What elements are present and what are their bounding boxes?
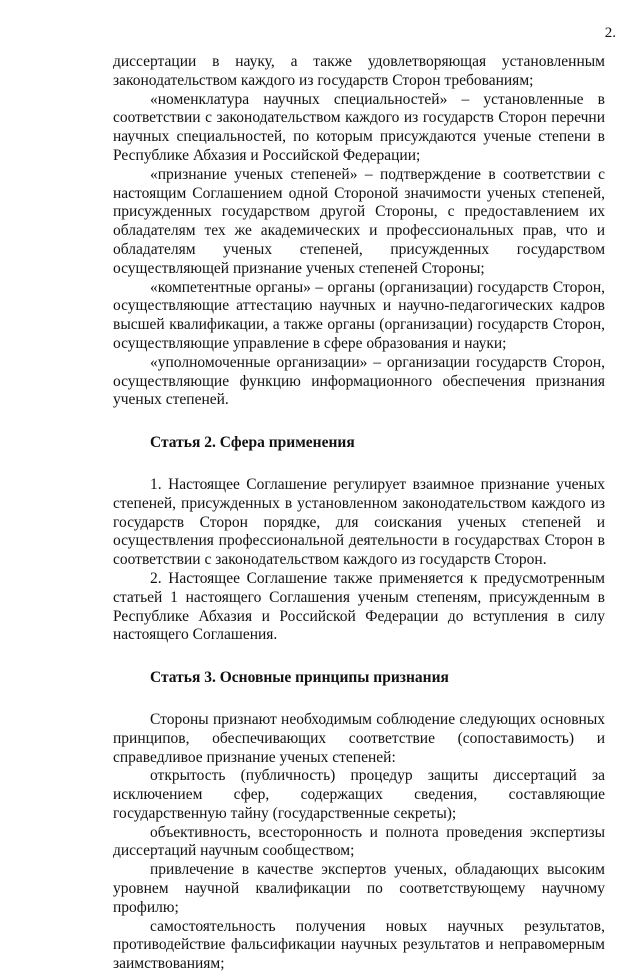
article-3-paragraph: Стороны признают необходимым соблюдение следующих основных принципов, обеспечивающих соответствие (сопоставимость) и справедливое признание ученых степеней: [113,710,605,766]
continuation-paragraph: диссертации в науку, а также удовлетворяющая установленным законодательством каждого из государств Сторон требованиям; [113,53,605,89]
principle-item: открытость (публичность) процедур защиты диссертаций за исключением сфер, содержащих сведения, составляющие государственную тайну (государственные секреты); [113,767,605,822]
article-3-heading: Статья 3. Основные принципы признания [150,669,449,687]
article-2-heading: Статья 2. Сфера применения [150,434,355,452]
page-number: 2. [604,25,616,41]
definition-paragraph: «признание ученых степеней» – подтверждение в соответствии с настоящим Соглашением одной Стороной значимости ученых степеней, присужденных государством другой Стороны, с предоставлением их обладателям тех же академических и профессиональных прав, что и обладателям ученых степеней, присужденных государством осуществляющей признание ученых степеней Стороны; [113,165,605,277]
article-2-paragraph: 1. Настоящее Соглашение регулирует взаимное признание ученых степеней, присужденных в установленном законодательством каждого из государств Сторон порядке, для соискания ученых степеней и осуществления профессиональной деятельности в государствах Сторон в соответствии с законодательством каждого из государств Сторон. [113,475,605,569]
article-2-paragraph: 2. Настоящее Соглашение также применяется к предусмотренным статьей 1 настоящего Соглашения ученым степеням, присужденным в Республике Абхазия и Российской Федерации до вступления в силу настоящего Соглашения. [113,569,605,644]
definition-paragraph: «компетентные органы» – органы (организации) государств Сторон, осуществляющие аттестацию научных и научно-педагогических кадров высшей квалификации, а также органы (организации) государств Сторон, осуществляющие управление в сфере образования и науки; [113,278,605,352]
document-body [113,53,605,974]
definition-paragraph: «уполномоченные организации» – организации государств Сторон, осуществляющие функцию информационного обеспечения признания ученых степеней. [113,353,605,409]
principle-item: самостоятельность получения новых научных результатов, противодействие фальсификации научных результатов и неправомерным заимствованиям; [113,917,605,973]
principle-item: объективность, всесторонность и полнота проведения экспертизы диссертаций научным сообществом; [113,823,605,860]
principle-item: привлечение в качестве экспертов ученых, обладающих высоким уровнем научной квалификации по соответствующему научному профилю; [113,861,605,916]
definition-paragraph: «номенклатура научных специальностей» – установленные в соответствии с законодательством каждого из государств Сторон перечни научных специальностей, по которым присуждаются ученые степени в Республике Абхазия и Российской Федерации; [113,90,605,164]
